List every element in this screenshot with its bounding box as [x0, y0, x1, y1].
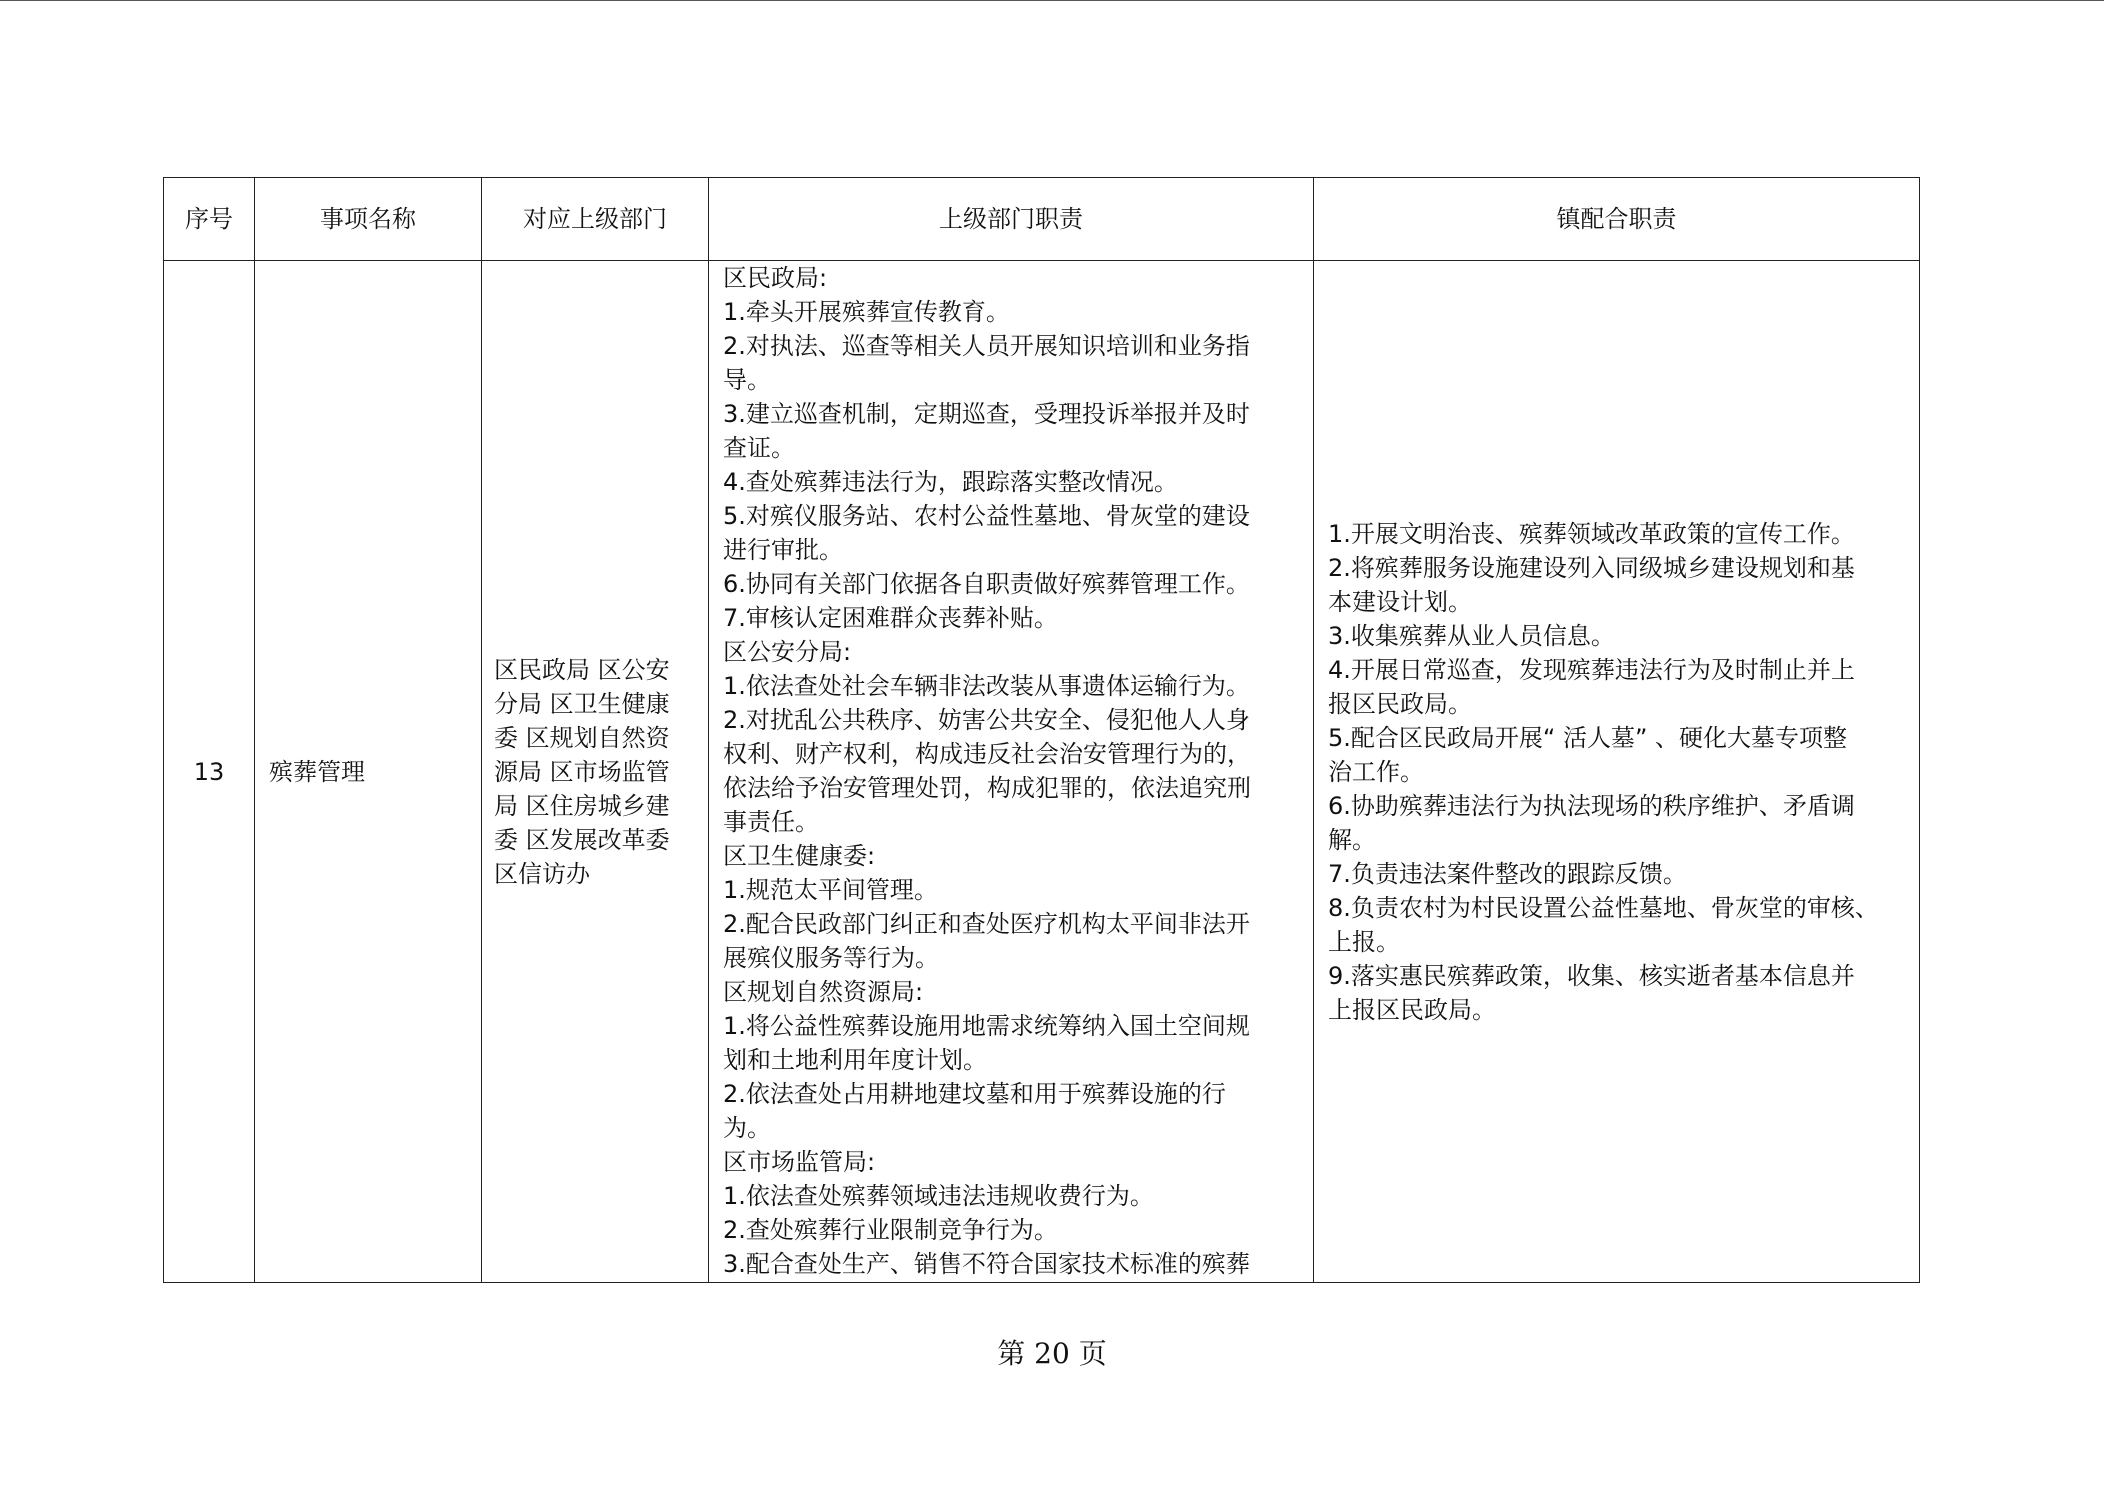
superior-duty-line: 7.审核认定困难群众丧葬补贴。 [723, 604, 1058, 632]
department-line: 委 区规划自然资 [494, 723, 670, 752]
header-town-duties: 镇配合职责 [1314, 178, 1920, 261]
town-duty-line: 3.收集殡葬从业人员信息。 [1328, 621, 1615, 650]
superior-duty-line: 事责任。 [723, 808, 819, 836]
department-line: 分局 区卫生健康 [494, 689, 670, 718]
superior-duty-line: 为。 [723, 1114, 771, 1142]
town-duty-line: 上报。 [1328, 927, 1400, 956]
town-duty-line: 8.负责农村为村民设置公益性墓地、骨灰堂的审核、 [1328, 893, 1879, 922]
superior-duty-line: 3.配合查处生产、销售不符合国家技术标准的殡葬 [723, 1250, 1250, 1278]
town-duty-line: 上报区民政局。 [1328, 995, 1496, 1024]
department-line: 委 区发展改革委 [494, 825, 670, 854]
superior-duty-line: 1.依法查处殡葬领域违法违规收费行为。 [723, 1182, 1154, 1210]
row-town-duties-cell [1314, 261, 1920, 1283]
town-duty-line: 解。 [1328, 825, 1376, 854]
row-item-name: 殡葬管理 [255, 261, 482, 1283]
superior-duty-line: 区公安分局: [723, 638, 852, 666]
row-departments-cell [482, 261, 709, 1283]
town-duty-line: 5.配合区民政局开展“ 活人墓” 、硬化大墓专项整 [1328, 723, 1848, 752]
superior-duty-line: 权利、财产权利，构成违反社会治安管理行为的， [723, 740, 1251, 768]
superior-duty-line: 区规划自然资源局: [723, 978, 924, 1006]
department-line: 局 区住房城乡建 [494, 791, 670, 820]
superior-duty-line: 区卫生健康委: [723, 842, 876, 870]
superior-duty-line: 5.对殡仪服务站、农村公益性墓地、骨灰堂的建设 [723, 502, 1250, 530]
superior-duty-line: 2.依法查处占用耕地建坟墓和用于殡葬设施的行 [723, 1080, 1226, 1108]
town-duty-line: 4.开展日常巡查，发现殡葬违法行为及时制止并上 [1328, 655, 1855, 684]
town-duty-line: 6.协助殡葬违法行为执法现场的秩序维护、矛盾调 [1328, 791, 1855, 820]
superior-duty-line: 依法给予治安管理处罚，构成犯罪的，依法追究刑 [723, 774, 1251, 802]
town-duty-line: 报区民政局。 [1328, 689, 1472, 718]
superior-duty-line: 区民政局: [723, 264, 828, 292]
superior-duty-line: 区市场监管局: [723, 1148, 876, 1176]
department-line: 源局 区市场监管 [494, 757, 670, 786]
town-duty-line: 7.负责违法案件整改的跟踪反馈。 [1328, 859, 1687, 888]
superior-duty-line: 1.依法查处社会车辆非法改装从事遗体运输行为。 [723, 672, 1250, 700]
table-row [164, 261, 1920, 1283]
superior-duty-line: 1.规范太平间管理。 [723, 876, 938, 904]
town-duty-line: 治工作。 [1328, 757, 1424, 786]
superior-duty-line: 2.配合民政部门纠正和查处医疗机构太平间非法开 [723, 910, 1250, 938]
superior-duty-line: 1.将公益性殡葬设施用地需求统筹纳入国土空间规 [723, 1012, 1250, 1040]
superior-duty-line: 2.对扰乱公共秩序、妨害公共安全、侵犯他人人身 [723, 706, 1250, 734]
superior-duty-line: 展殡仪服务等行为。 [723, 944, 939, 972]
duty-table [163, 177, 1920, 1283]
town-duty-line: 9.落实惠民殡葬政策，收集、核实逝者基本信息并 [1328, 961, 1855, 990]
town-duty-line: 2.将殡葬服务设施建设列入同级城乡建设规划和基 [1328, 553, 1855, 582]
superior-duty-line: 进行审批。 [723, 536, 843, 564]
superior-duty-line: 2.对执法、巡查等相关人员开展知识培训和业务指 [723, 332, 1250, 360]
row-serial-number: 13 [164, 261, 255, 1283]
superior-duty-line: 1.牵头开展殡葬宣传教育。 [723, 298, 1010, 326]
department-line: 区民政局 区公安 [494, 655, 670, 684]
header-item-name: 事项名称 [255, 178, 482, 261]
top-border-line [0, 0, 2104, 1]
page-number: 第 20 页 [997, 1337, 1107, 1370]
header-superior-duties: 上级部门职责 [709, 178, 1314, 261]
row-departments [494, 653, 696, 891]
superior-duty-line: 划和土地利用年度计划。 [723, 1046, 987, 1074]
row-town-duties [1328, 517, 1909, 1027]
superior-duty-line: 2.查处殡葬行业限制竞争行为。 [723, 1216, 1058, 1244]
town-duty-line: 本建设计划。 [1328, 587, 1472, 616]
superior-duty-line: 导。 [723, 366, 771, 394]
row-superior-duties-cell [709, 261, 1314, 1283]
town-duty-line: 1.开展文明治丧、殡葬领域改革政策的宣传工作。 [1328, 519, 1855, 548]
superior-duty-line: 4.查处殡葬违法行为，跟踪落实整改情况。 [723, 468, 1178, 496]
department-line: 区信访办 [494, 859, 590, 888]
table-header-row [164, 178, 1920, 261]
header-superior-department: 对应上级部门 [482, 178, 709, 261]
superior-duty-line: 6.协同有关部门依据各自职责做好殡葬管理工作。 [723, 570, 1250, 598]
superior-duty-line: 3.建立巡查机制，定期巡查，受理投诉举报并及时 [723, 400, 1250, 428]
header-serial-number: 序号 [164, 178, 255, 261]
row-superior-duties [723, 261, 1303, 1282]
superior-duty-line: 查证。 [723, 434, 795, 462]
